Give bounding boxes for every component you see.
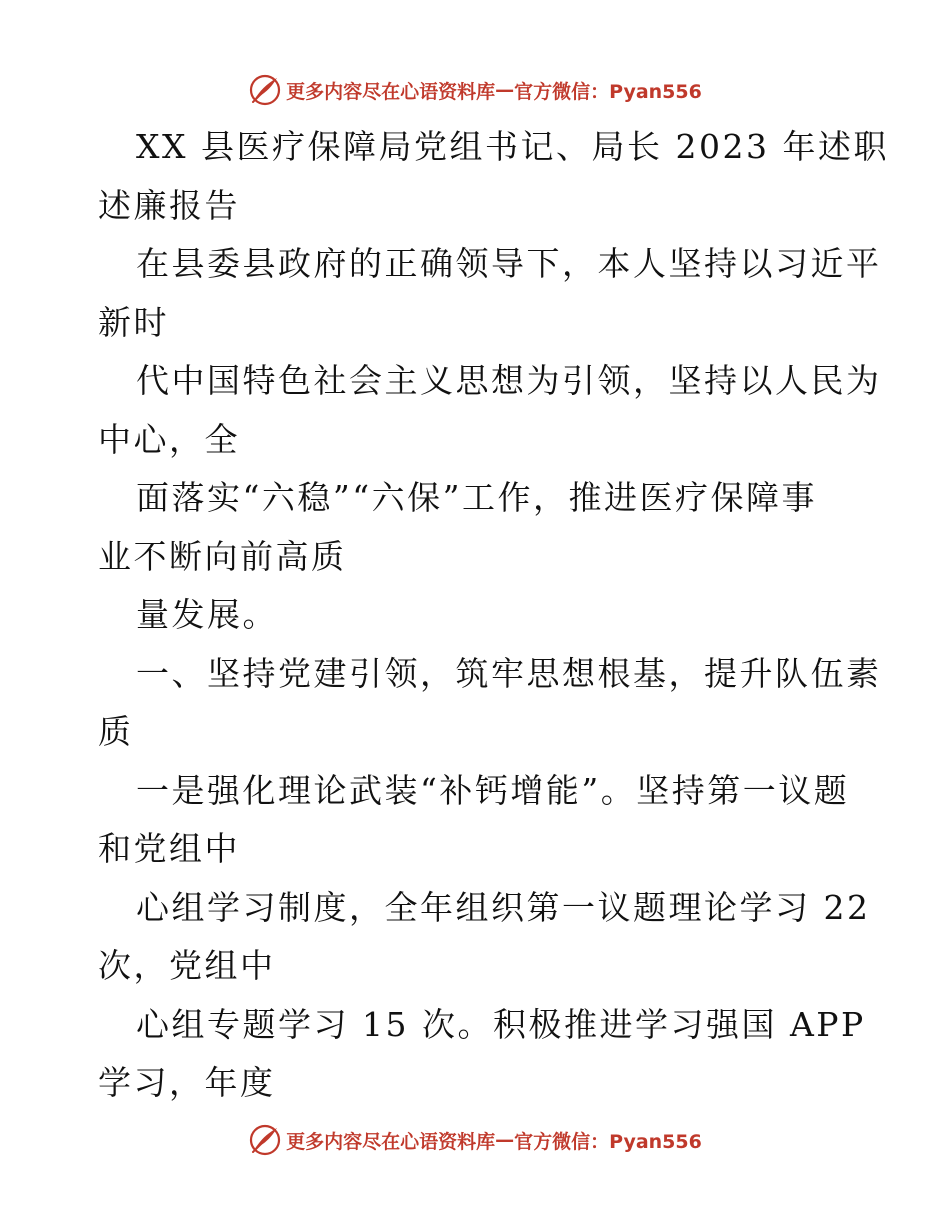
header-watermark	[0, 70, 950, 110]
document-title-line-2: 述廉报告	[98, 185, 240, 225]
paragraph-line: 中心，全	[98, 419, 240, 459]
section-heading-line: 质	[98, 712, 134, 751]
paragraph-line: 在县委县政府的正确领导下，本人坚持以习近平	[136, 244, 882, 283]
document-title-line-1: XX 县医疗保障局党组书记、局长 2023 年述职	[136, 127, 889, 166]
watermark-text: 更多内容尽在心语资料库	[286, 80, 496, 103]
feather-pen-logo-icon	[248, 1123, 282, 1157]
footer-watermark	[0, 1120, 950, 1160]
paragraph-line: 面落实“六稳”“六保”工作，推进医疗保障事	[136, 478, 817, 517]
paragraph-line: 次，党组中	[98, 946, 276, 985]
watermark-text: 更多内容尽在心语资料库	[286, 1130, 496, 1153]
watermark-separator: —	[495, 1129, 515, 1151]
paragraph-line: 代中国特色社会主义思想为引领，坚持以人民为	[136, 361, 882, 400]
paragraph-line: 一是强化理论武装“补钙增能”。坚持第一议题	[136, 770, 850, 810]
paragraph-line: 量发展。	[136, 595, 278, 634]
paragraph-line: 学习，年度	[98, 1063, 276, 1102]
watermark-contact: 官方微信：Pyan556	[514, 1130, 702, 1153]
feather-pen-logo-icon	[248, 73, 282, 107]
watermark-contact: 官方微信：Pyan556	[514, 80, 702, 103]
paragraph-line: 心组专题学习 15 次。积极推进学习强国 APP	[136, 1004, 866, 1044]
document-body	[98, 118, 889, 1113]
paragraph-line: 新时	[98, 302, 169, 342]
section-heading-line: 一、坚持党建引领，筑牢思想根基，提升队伍素	[136, 653, 882, 693]
paragraph-line: 心组学习制度，全年组织第一议题理论学习 22	[136, 887, 871, 927]
paragraph-line: 业不断向前高质	[98, 536, 347, 576]
paragraph-line: 和党组中	[98, 829, 240, 868]
watermark-separator: —	[495, 79, 515, 101]
